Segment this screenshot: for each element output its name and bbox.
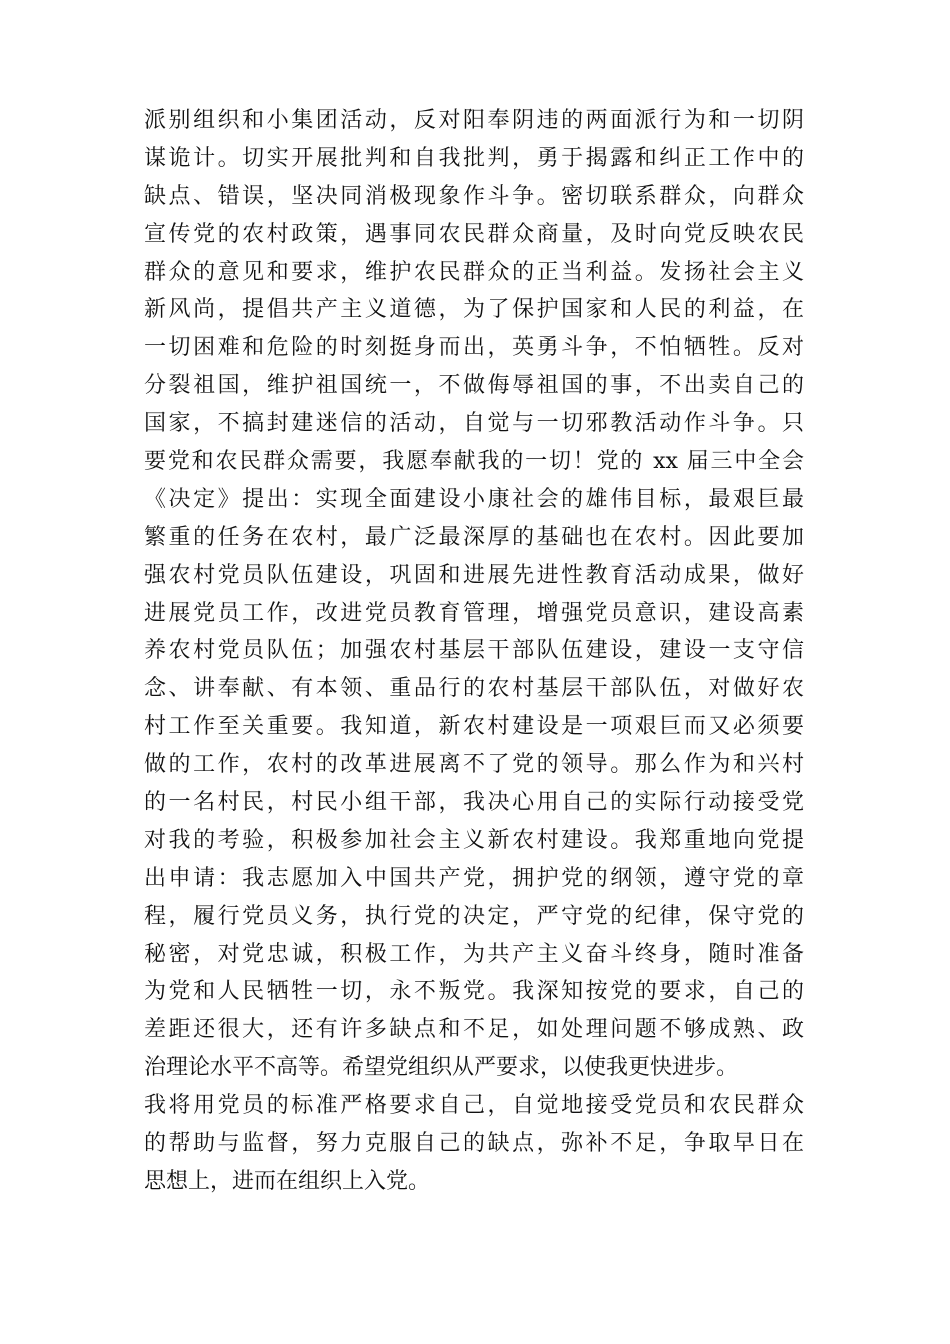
text-line: 要党和农民群众需要，我愿奉献我的一切！党的 xx 届三中全会 — [144, 449, 804, 475]
text-line: 宣传党的农村政策，遇事同农民群众商量，及时向党反映农民 — [144, 221, 804, 247]
text-line: 群众的意见和要求，维护农民群众的正当利益。发扬社会主义 — [144, 259, 804, 285]
text-line: 对我的考验，积极参加社会主义新农村建设。我郑重地向党提 — [144, 827, 804, 853]
text-line: 国家，不搞封建迷信的活动，自觉与一切邪教活动作斗争。只 — [144, 411, 804, 437]
text-line: 派别组织和小集团活动，反对阳奉阴违的两面派行为和一切阴 — [144, 108, 804, 133]
text-line: 缺点、错误，坚决同消极现象作斗争。密切联系群众，向群众 — [144, 183, 804, 209]
text-line: 做的工作，农村的改革进展离不了党的领导。那么作为和兴村 — [144, 752, 804, 778]
text-line: 养农村党员队伍；加强农村基层干部队伍建设，建设一支守信 — [144, 638, 804, 664]
body-text — [144, 102, 804, 1201]
text-line: 分裂祖国，维护祖国统一，不做侮辱祖国的事，不出卖自己的 — [144, 373, 804, 399]
text-line: 的帮助与监督，努力克服自己的缺点，弥补不足，争取早日在 — [144, 1131, 804, 1157]
text-line: 新风尚，提倡共产主义道德，为了保护国家和人民的利益，在 — [144, 297, 804, 323]
text-line: 繁重的任务在农村，最广泛最深厚的基础也在农村。因此要加 — [144, 524, 804, 550]
text-line: 我将用党员的标准严格要求自己，自觉地接受党员和农民群众 — [144, 1093, 804, 1119]
text-line: 治理论水平不高等。希望党组织从严要求，以使我更快进步。 — [144, 1055, 739, 1081]
text-line: 差距还很大，还有许多缺点和不足，如处理问题不够成熟、政 — [144, 1017, 804, 1043]
text-line: 为党和人民牺牲一切，永不叛党。我深知按党的要求，自己的 — [144, 979, 804, 1005]
text-line: 《决定》提出：实现全面建设小康社会的雄伟目标，最艰巨最 — [144, 486, 804, 512]
text-line: 念、讲奉献、有本领、重品行的农村基层干部队伍，对做好农 — [144, 676, 804, 702]
text-line: 出申请：我志愿加入中国共产党，拥护党的纲领，遵守党的章 — [144, 865, 804, 891]
text-line: 强农村党员队伍建设，巩固和进展先进性教育活动成果，做好 — [144, 562, 804, 588]
text-line: 谋诡计。切实开展批判和自我批判，勇于揭露和纠正工作中的 — [144, 145, 804, 171]
text-line: 思想上，进而在组织上入党。 — [144, 1168, 431, 1194]
text-line: 程，履行党员义务，执行党的决定，严守党的纪律，保守党的 — [144, 903, 804, 929]
text-line: 秘密，对党忠诚，积极工作，为共产主义奋斗终身，随时准备 — [144, 941, 804, 967]
text-line: 村工作至关重要。我知道，新农村建设是一项艰巨而又必须要 — [144, 714, 804, 740]
text-line: 的一名村民，村民小组干部，我决心用自己的实际行动接受党 — [144, 790, 804, 816]
text-line: 一切困难和危险的时刻挺身而出，英勇斗争，不怕牺牲。反对 — [144, 335, 804, 361]
text-line: 进展党员工作，改进党员教育管理，增强党员意识，建设高素 — [144, 600, 804, 626]
